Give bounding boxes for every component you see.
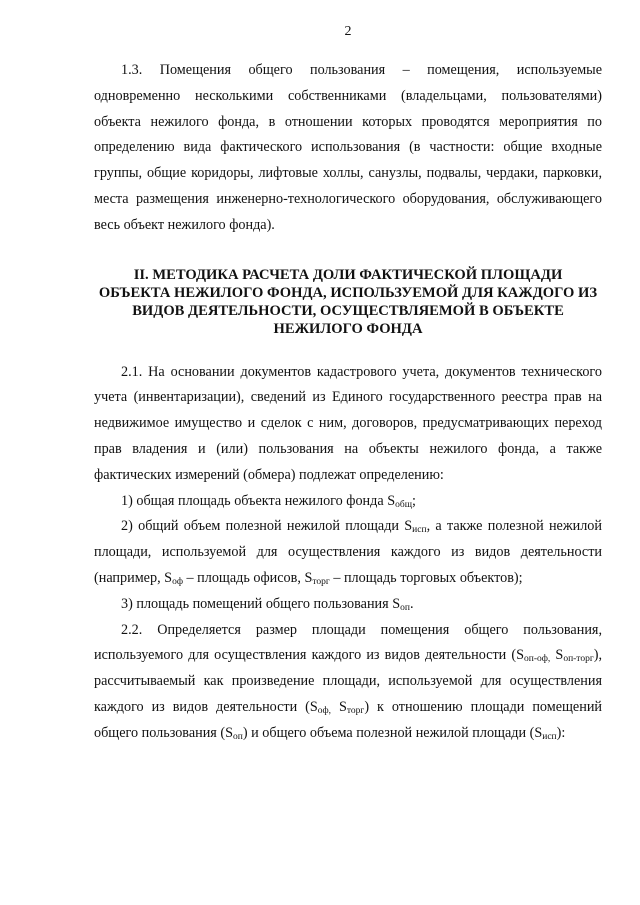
paragraph-2-2-text-g: ): <box>556 724 566 741</box>
paragraph-2-2-text-e: ) к отношению площади помещений общего пользования (S <box>94 698 603 741</box>
list-item-3 <box>94 592 602 618</box>
paragraph-2-1: 2.1. На основании документов кадастрового учета, документов технического учета (инвентаризации), сведений из Единого государственного реестра прав на недвижимое имущество и сделок с ним, договоров, предусматривающих переход прав владения и (или) пользования на объекты нежилого фонда, а также фактических измерений (обмера) подлежат определению: <box>94 363 602 483</box>
subscript-of: оф <box>172 576 183 587</box>
paragraph-2-2-text-b: S <box>550 647 564 664</box>
heading-line-4: НЕЖИЛОГО ФОНДА <box>273 320 423 337</box>
subscript-obshch: общ <box>395 499 413 510</box>
paragraph-2-2-text-d: S <box>331 698 347 715</box>
heading-line-2: ОБЪЕКТА НЕЖИЛОГО ФОНДА, ИСПОЛЬЗУЕМОЙ ДЛЯ КАЖДОГО ИЗ <box>98 284 598 301</box>
document-page <box>94 22 602 747</box>
list-item-1-end: ; <box>412 492 416 509</box>
subscript-of-2: оф, <box>317 705 332 716</box>
subscript-isp-2: исп <box>542 731 557 742</box>
paragraph-2-2-text-a: 2.2. Определяется размер площади помещения общего пользования, используемого для осуществления каждого из видов деятельности (S <box>94 621 602 664</box>
list-item-2-text-c: – площадь офисов, S <box>182 569 313 586</box>
list-item-2-text-d: – площадь торговых объектов); <box>329 569 523 586</box>
subscript-isp: исп <box>412 525 427 536</box>
heading-line-1: II. МЕТОДИКА РАСЧЕТА ДОЛИ ФАКТИЧЕСКОЙ ПЛОЩАДИ <box>133 266 563 283</box>
paragraph-2-2-text-c: ), рассчитываемый как произведение площади, используемой для осуществления каждого из видов деятельности (S <box>94 647 603 715</box>
paragraph-2-2-text-f: ) и общего объема полезной нежилой площади (S <box>242 724 543 741</box>
subscript-op: оп <box>400 602 410 613</box>
list-item-2-text-a: 2) общий объем полезной нежилой площади S <box>121 518 413 535</box>
subscript-op-2: оп <box>233 731 243 742</box>
subscript-torg: торг <box>312 576 330 587</box>
subscript-op-of: оп-оф, <box>524 654 551 665</box>
heading-line-3: ВИДОВ ДЕЯТЕЛЬНОСТИ, ОСУЩЕСТВЛЯЕМОЙ В ОБЪЕКТЕ <box>132 302 564 319</box>
list-item-2 <box>94 514 602 591</box>
paragraph-1-3: 1.3. Помещения общего пользования – помещения, используемые одновременно несколькими собственниками (владельцами, пользователями) объекта нежилого фонда, в отношении которых проводятся мероприятия по определению вида фактического использования (в частности: общие входные группы, общие коридоры, лифтовые холлы, санузлы, подвалы, чердаки, парковки, места размещения инженерно-технологического оборудования, обслуживающего весь объект нежилого фонда). <box>94 62 602 233</box>
section-heading <box>94 266 602 338</box>
list-item-1-text: 1) общая площадь объекта нежилого фонда S <box>121 492 396 509</box>
list-item-3-text: 3) площадь помещений общего пользования S <box>121 595 401 612</box>
subscript-op-torg: оп-торг <box>563 654 594 665</box>
list-item-2-text-b: , а также полезной нежилой площади, используемой для осуществления каждого из видов деятельности (например, S <box>94 518 602 586</box>
paragraph-2-2 <box>94 618 602 747</box>
subscript-torg-2: торг <box>346 705 365 716</box>
list-item-3-end: . <box>409 595 414 612</box>
list-item-1 <box>94 489 602 515</box>
page-number: 2 <box>344 24 352 39</box>
